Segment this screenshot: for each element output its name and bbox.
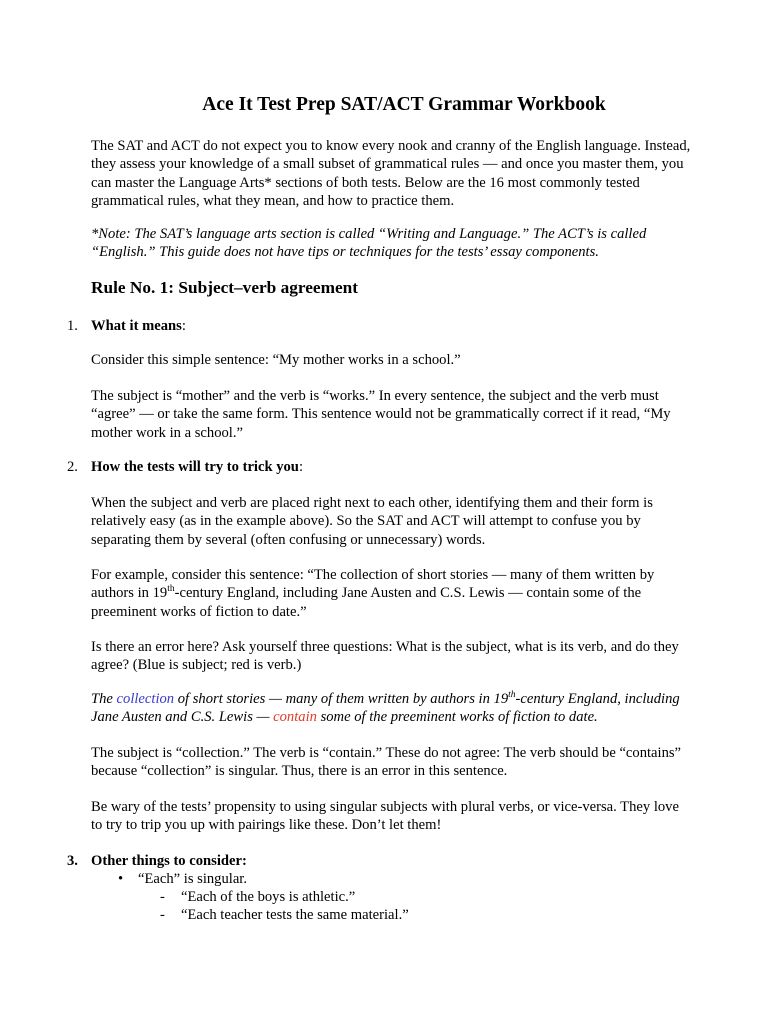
item-heading-1 xyxy=(91,317,186,335)
dash-symbol-1: - xyxy=(160,889,165,905)
item-colon-2: : xyxy=(298,459,303,475)
item2-paragraph-1: When the subject and verb are placed right next to each other, identifying them and their form is relatively easy (as in the example above). So the SAT and ACT will attempt to confuse you by separating them by several (often confusing or unnecessary) words. xyxy=(91,495,653,548)
item2-p2-superscript: th xyxy=(167,584,175,595)
item-label-1: What it means xyxy=(91,318,182,334)
example-part-2: of short stories — many of them written by authors in 19 xyxy=(174,691,509,707)
bullet-symbol: • xyxy=(118,871,124,887)
item-label-3: Other things to consider: xyxy=(91,853,247,869)
document-title: Ace It Test Prep SAT/ACT Grammar Workbook xyxy=(202,94,606,115)
example-part-3: -century England, including Jane Austen and C.S. Lewis — xyxy=(91,691,680,726)
dash-item-2: “Each teacher tests the same material.” xyxy=(181,907,409,923)
item2-p2-part-a: For example, consider this sentence: “The collection of short stories — many of them written by authors in 19 xyxy=(91,567,655,602)
item-heading-3 xyxy=(91,852,247,870)
item1-paragraph-1: Consider this simple sentence: “My mother works in a school.” xyxy=(91,352,461,368)
item1-paragraph-2: The subject is “mother” and the verb is “works.” In every sentence, the subject and the verb must “agree” — or take the same form. This sentence would not be grammatically correct if it read, “My mother work in a school.” xyxy=(91,388,671,441)
dash-item-1: “Each of the boys is athletic.” xyxy=(181,889,356,905)
item-number-2: 2. xyxy=(67,459,78,475)
rule-heading: Rule No. 1: Subject–verb agreement xyxy=(91,278,359,297)
example-superscript: th xyxy=(508,690,516,701)
example-part-1: The xyxy=(91,691,117,707)
item2-paragraph-4: The subject is “collection.” The verb is “contain.” These do not agree: The verb should be “contains” because “collection” is singular. Thus, there is an error in this sentence. xyxy=(91,745,682,780)
item2-paragraph-2 xyxy=(91,566,691,621)
example-part-4: some of the preeminent works of fiction to date. xyxy=(316,709,598,726)
bullet-item: “Each” is singular. xyxy=(138,871,248,887)
note-paragraph: *Note: The SAT’s language arts section is called “Writing and Language.” The ACT’s is called “English.” This guide does not have tips or techniques for the tests’ essay components. xyxy=(91,226,647,261)
example-subject: collection xyxy=(116,691,175,707)
item-label-2: How the tests will try to trick you xyxy=(91,459,299,475)
item2-paragraph-3: Is there an error here? Ask yourself three questions: What is the subject, what is its verb, and do they agree? (Blue is subject; red is verb.) xyxy=(91,639,679,674)
item-number-1: 1. xyxy=(67,318,78,334)
example-verb: contain xyxy=(273,709,317,726)
example-sentence xyxy=(91,690,691,727)
item2-p2-part-b: -century England, including Jane Austen and C.S. Lewis — contain some of the preeminent works of fiction to date.” xyxy=(91,585,642,620)
dash-symbol-2: - xyxy=(160,907,165,923)
item-heading-2 xyxy=(91,458,303,476)
item-colon-1: : xyxy=(181,318,186,334)
intro-paragraph: The SAT and ACT do not expect you to know every nook and cranny of the English language. Instead, they assess your knowledge of a small subset of grammatical rules — and once you master them, you can master the Language Arts* sections of both tests. Below are the 16 most commonly tested grammatical rules, what they mean, and how to practice them. xyxy=(91,138,691,210)
item2-paragraph-5: Be wary of the tests’ propensity to using singular subjects with plural verbs, or vice-versa. They love to try to trip you up with pairings like these. Don’t let them! xyxy=(91,799,679,834)
item-number-3: 3. xyxy=(67,853,78,869)
